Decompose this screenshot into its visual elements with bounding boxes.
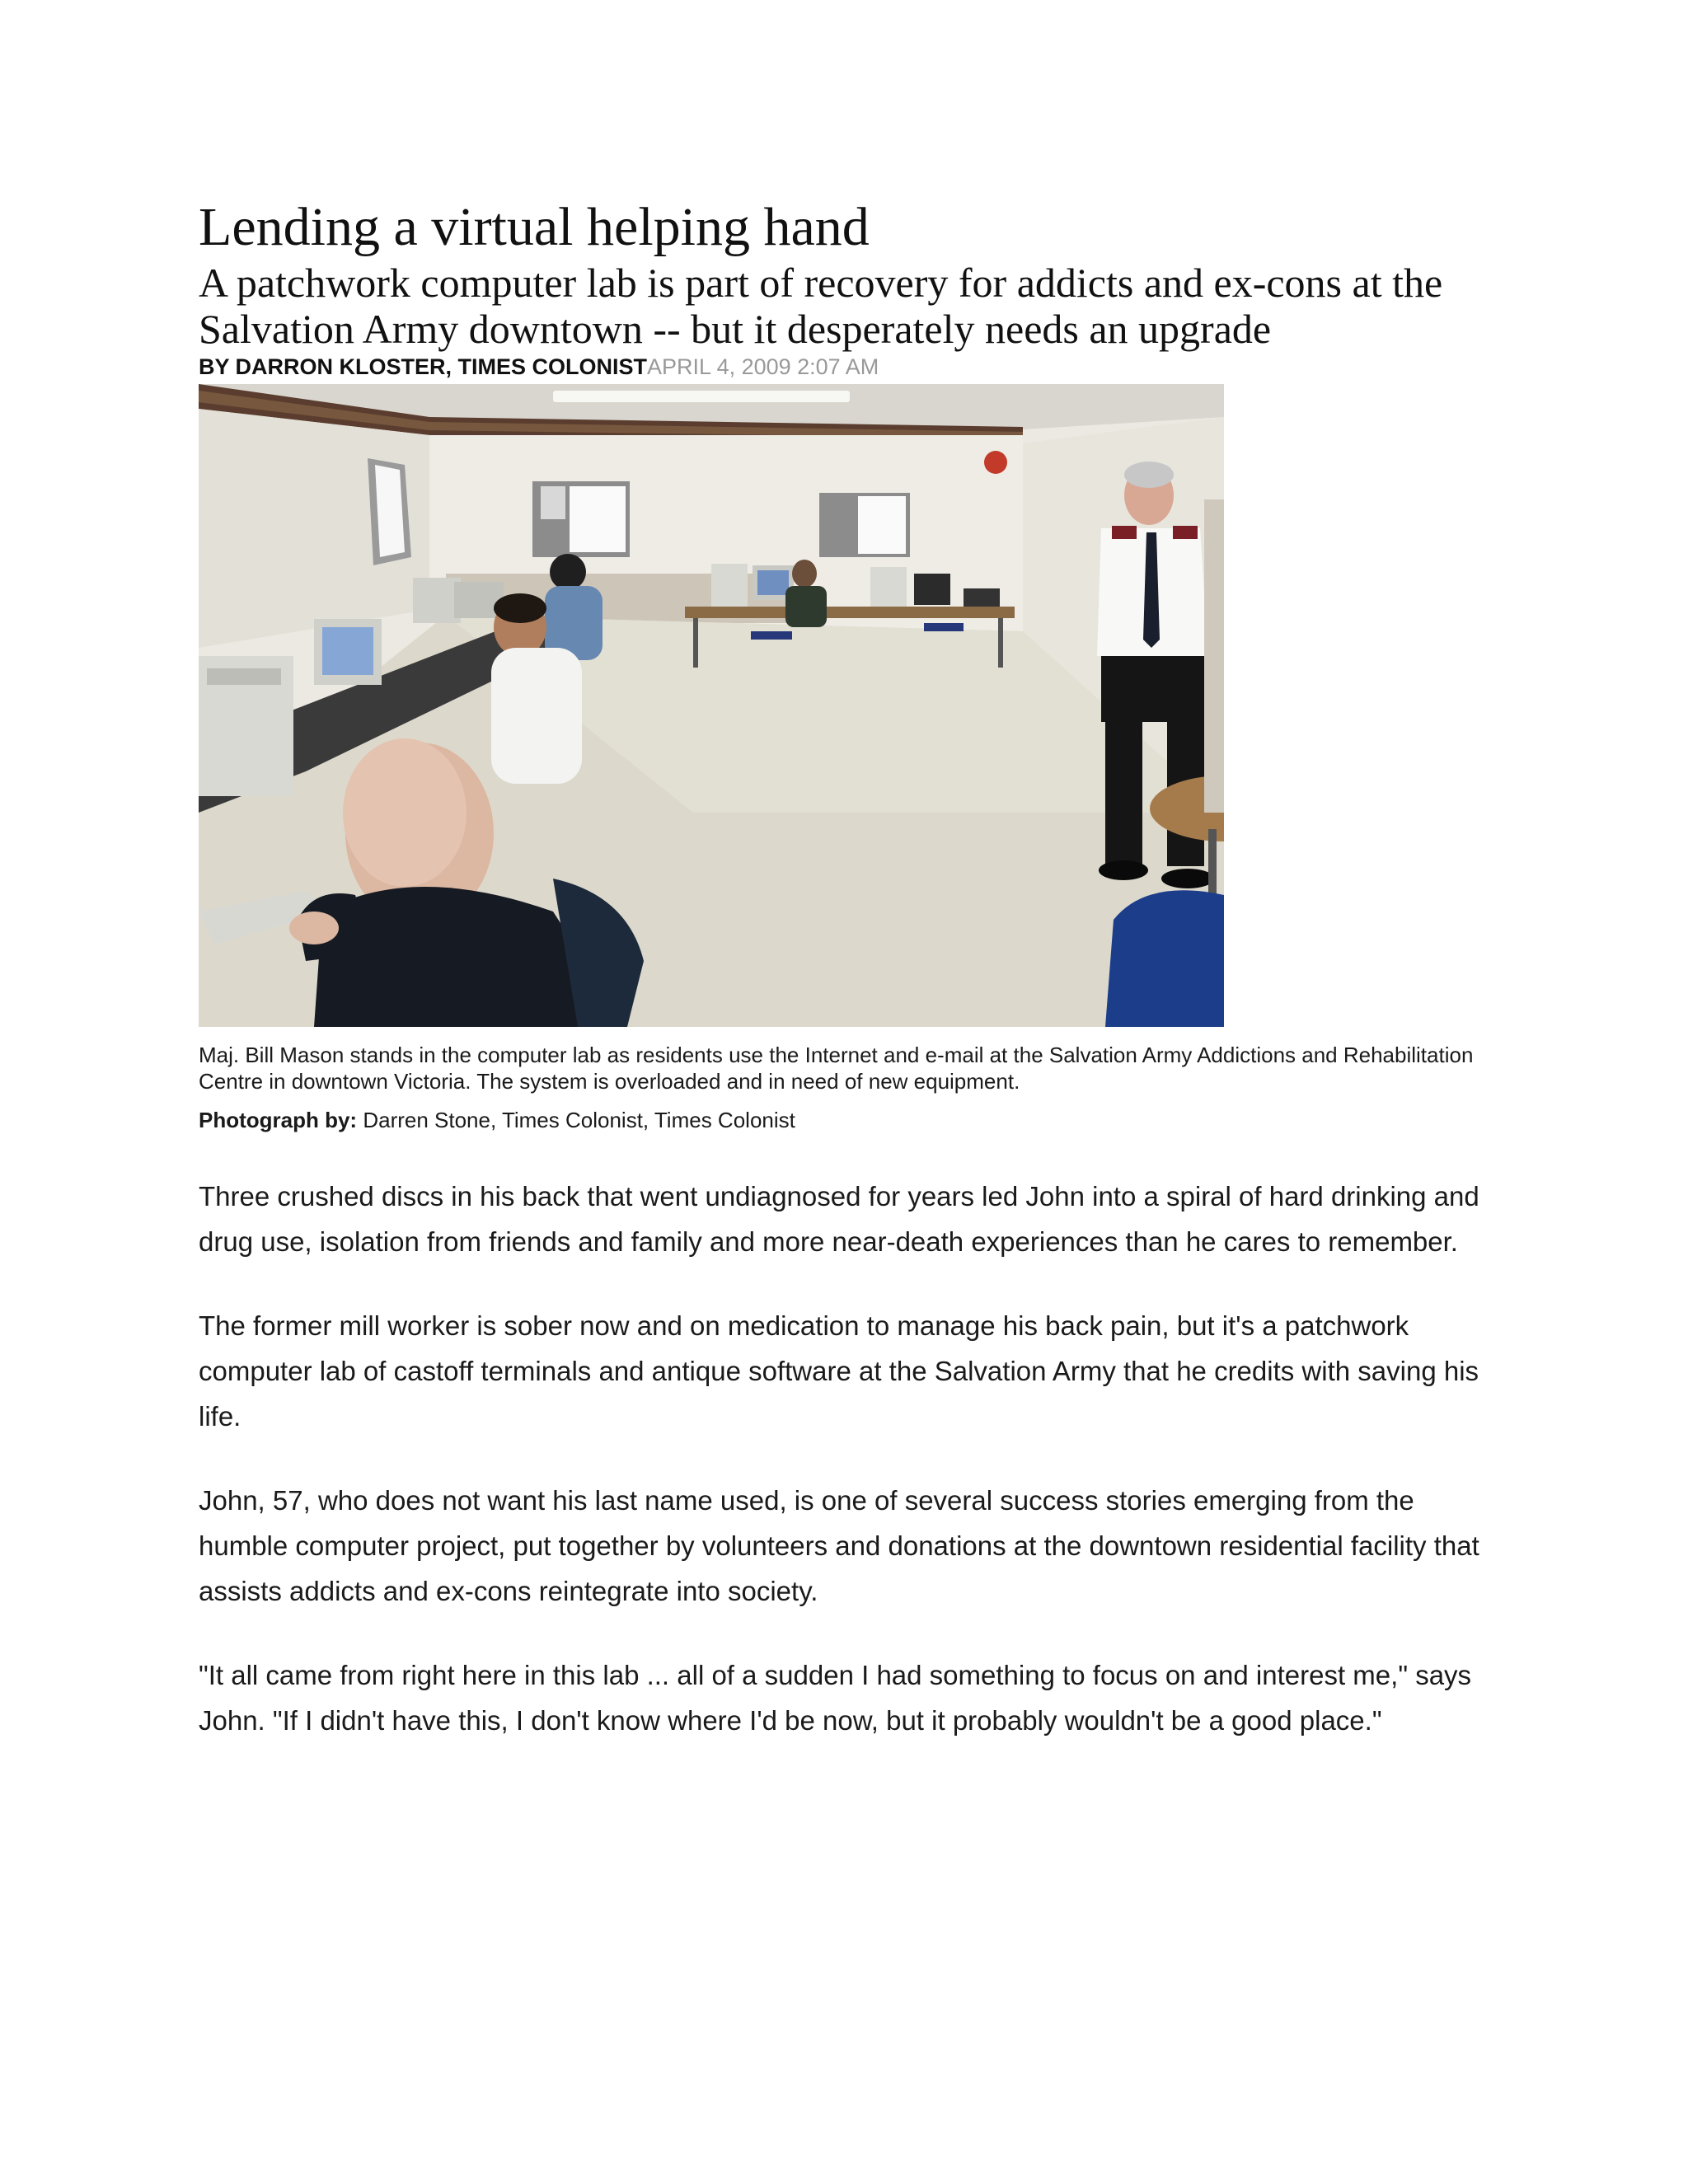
subheadline: A patchwork computer lab is part of recovery for addicts and ex-cons at the Salvation Army downtown -- but it desperately needs an upgrade xyxy=(199,260,1443,353)
body-paragraph: John, 57, who does not want his last name used, is one of several success stories emerging from the humble computer project, put together by volunteers and donations at the downtown residential facility that assists addicts and ex-cons reintegrate into society. xyxy=(199,1485,1479,1607)
byline-author: BY DARRON KLOSTER, TIMES COLONIST xyxy=(199,354,648,380)
computer-lab-photo xyxy=(199,384,1224,1027)
byline-row xyxy=(199,354,1501,380)
body-paragraph: The former mill worker is sober now and on medication to manage his back pain, but it's a patchwork computer lab of castoff terminals and antique software at the Salvation Army that he credits with saving his life. xyxy=(199,1310,1479,1432)
photo-credit-value: Darren Stone, Times Colonist, Times Colonist xyxy=(363,1107,795,1132)
photo-credit xyxy=(199,1107,1501,1135)
article-body xyxy=(199,1174,1501,1743)
body-paragraph: Three crushed discs in his back that went undiagnosed for years led John into a spiral of hard drinking and drug use, isolation from friends and family and more near-death experiences than he cares to remember. xyxy=(199,1181,1479,1258)
article-photo xyxy=(199,384,1224,1027)
photo-caption: Maj. Bill Mason stands in the computer lab as residents use the Internet and e-mail at the Salvation Army Addictions and Rehabilitation Centre in downtown Victoria. The system is overloaded and in need of new equipment. xyxy=(199,1042,1474,1094)
publish-date: APRIL 4, 2009 2:07 AM xyxy=(647,354,879,380)
photo-credit-label: Photograph by: xyxy=(199,1107,358,1132)
body-paragraph: "It all came from right here in this lab ... all of a sudden I had something to focus on and interest me," says John. "If I didn't have this, I don't know where I'd be now, but it probably wouldn't be a good place." xyxy=(199,1660,1472,1736)
article xyxy=(199,198,1501,1782)
headline: Lending a virtual helping hand xyxy=(199,197,870,257)
